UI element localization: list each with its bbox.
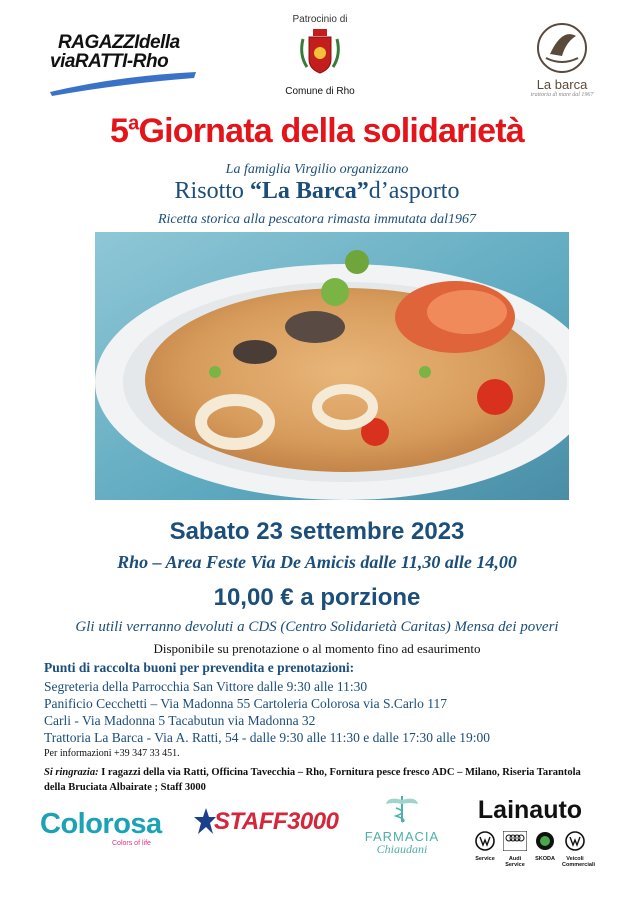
skoda-icon bbox=[535, 831, 555, 851]
ragazzi-swoosh-icon bbox=[48, 70, 198, 98]
punti-line: Panificio Cecchetti – Via Madonna 55 Cartoleria Colorosa via S.Carlo 117 bbox=[44, 696, 447, 711]
vw-label: Service bbox=[475, 856, 495, 862]
title-text: Giornata della solidarietà bbox=[138, 112, 524, 150]
famiglia-line: La famiglia Virgilio organizzano bbox=[225, 162, 409, 177]
risotto-post: d’asporto bbox=[368, 178, 460, 204]
title-superscript: a bbox=[128, 112, 139, 135]
labarca-name: La barca bbox=[536, 77, 588, 92]
ringrazia-text: I ragazzi della via Ratti, Officina Tavecchia – Rho, Fornitura pesce fresco ADC – Milano, Riseria Tarantola della Bruciata Albairate ; Staff 3000 bbox=[44, 767, 581, 793]
ringrazia-label: Si ringrazia: bbox=[44, 767, 99, 778]
ricetta-line: Ricetta storica alla pescatora rimasta immutata dal1967 bbox=[157, 212, 477, 227]
colorosa-name: Colorosa bbox=[40, 808, 162, 840]
skoda-brand bbox=[532, 831, 558, 868]
risotto-pre: Risotto bbox=[174, 178, 250, 204]
page-title bbox=[0, 112, 634, 151]
audi-brand bbox=[502, 831, 528, 868]
event-price: 10,00 € a porzione bbox=[213, 584, 421, 611]
staff3000-logo bbox=[194, 806, 344, 840]
ragazzi-line1: RAGAZZIdella bbox=[58, 32, 180, 53]
staff3000-name: STAFF3000 bbox=[214, 808, 339, 835]
audi-icon bbox=[503, 831, 527, 851]
punti-line: Segreteria della Parrocchia San Vittore dalle 9:30 alle 11:30 bbox=[44, 679, 368, 694]
lainauto-name: Lainauto bbox=[477, 796, 583, 824]
farmacia-name: FARMACIA bbox=[364, 829, 440, 844]
comune-crest-icon bbox=[295, 25, 345, 79]
labarca-subtitle: trattoria di mare dal 1967 bbox=[530, 92, 594, 98]
ragazzi-line2: viaRATTI-Rho bbox=[50, 51, 169, 72]
colorosa-logo bbox=[40, 808, 170, 848]
patrocinio-block bbox=[270, 14, 370, 97]
title-number: 5 bbox=[110, 112, 129, 150]
event-utili: Gli utili verranno devoluti a CDS (Centro Solidarietà Caritas) Mensa dei poveri bbox=[75, 619, 559, 635]
info-phone: Per informazioni +39 347 33 451. bbox=[44, 748, 180, 759]
ragazzi-logo bbox=[48, 32, 198, 98]
lainauto-logo bbox=[470, 796, 596, 868]
event-disponibile: Disponibile su prenotazione o al momento fino ad esaurimento bbox=[153, 641, 481, 656]
punti-line: Trattoria La Barca - Via A. Ratti, 54 - dalle 9:30 alle 11:30 e dalle 17:30 alle 19:00 bbox=[44, 730, 490, 745]
farmacia-subtitle: Chiaudani bbox=[376, 842, 428, 856]
risotto-name: “La Barca” bbox=[249, 178, 369, 204]
car-brands bbox=[470, 831, 596, 868]
farmacia-logo bbox=[362, 794, 442, 857]
labarca-boat-icon bbox=[536, 22, 588, 74]
labarca-logo bbox=[522, 22, 602, 98]
colorosa-subtitle: Colors of life bbox=[112, 840, 151, 847]
vw-brand bbox=[472, 831, 498, 868]
skoda-label: SKODA bbox=[535, 856, 555, 862]
patrocinio-label: Patrocinio di bbox=[292, 14, 348, 25]
risotto-photo bbox=[95, 232, 569, 500]
event-location: Rho – Area Feste Via De Amicis dalle 11,30 alle 14,00 bbox=[117, 552, 517, 572]
staff-star-icon bbox=[194, 806, 216, 836]
caduceus-icon bbox=[382, 794, 422, 824]
comune-label: Comune di Rho bbox=[285, 86, 355, 97]
vw-icon bbox=[475, 831, 495, 851]
vw-commerciali-brand bbox=[562, 831, 596, 868]
vw-commerciali-icon bbox=[565, 831, 585, 851]
risotto-line bbox=[0, 178, 634, 205]
ringraziamenti bbox=[44, 765, 604, 795]
vw-commerciali-label: Veicoli Commerciali bbox=[562, 856, 596, 868]
event-date: Sabato 23 settembre 2023 bbox=[169, 518, 465, 545]
punti-line: Carli - Via Madonna 5 Tacabutun via Madonna 32 bbox=[44, 713, 316, 728]
audi-label: Audi Service bbox=[505, 856, 525, 868]
punti-heading: Punti di raccolta buoni per prevendita e prenotazioni: bbox=[44, 660, 355, 675]
